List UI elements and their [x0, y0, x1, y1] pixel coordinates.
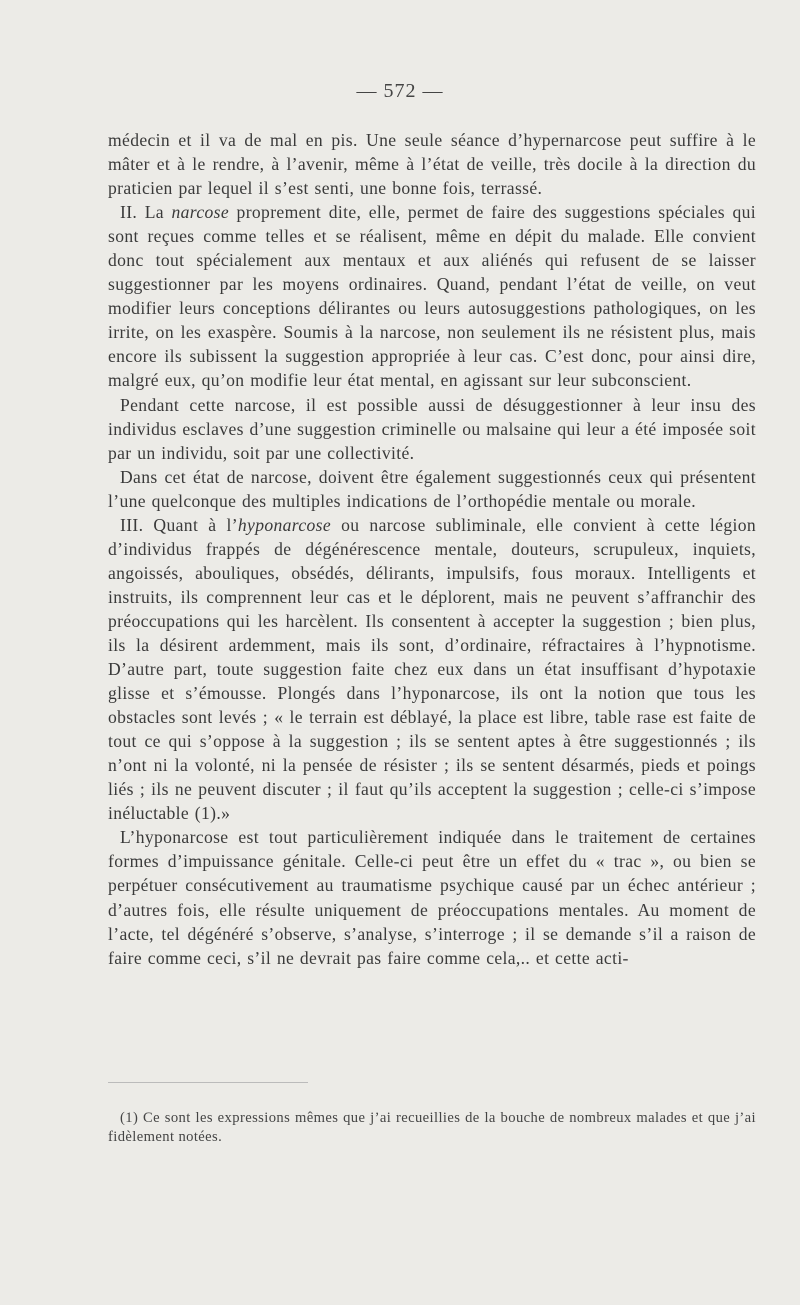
paragraph-4: Dans cet état de narcose, doivent être également suggestionnés ceux qui présentent l’une quelconque des multiples indications de l’orthopédie mentale ou morale. — [108, 466, 756, 511]
paragraph-5-prefix: III. Quant à l’ — [120, 514, 238, 535]
paragraph-2 — [108, 200, 756, 392]
paragraph-6: L’hyponarcose est tout particulièrement indiquée dans le traitement de certaines formes d’impuissance génitale. Celle-ci peut être un effet du « trac », ou bien se perpétuer consécutivement au traumatisme psychique causé par un échec antérieur ; d’autres fois, elle résulte uniquement de préoccupations mentales. Au moment de l’acte, tel dégénéré s’observe, s’analyse, s’interroge ; il se demande s’il a raison de faire comme ceci, s’il ne devrait pas faire comme cela,.. et cette acti- — [108, 827, 756, 968]
paragraph-5-term: hyponarcose — [237, 514, 332, 535]
paragraph-1: médecin et il va de mal en pis. Une seule séance d’hypernarcose peut suffire à le mâter et à le rendre, à l’avenir, même à l’état de veille, très docile à la direction du praticien par lequel il s’est senti, une bonne fois, terrassé. — [108, 130, 756, 199]
paragraph-2-text: proprement dite, elle, permet de faire des suggestions spéciales qui sont reçues comme telles et se réalisent, même en dépit du malade. Elle convient donc tout spécialement aux mentaux et aux aliénés qui refusent de se laisser suggestionner par les moyens ordinaires. Quand, pendant l’état de veille, on veut modifier leurs conceptions délirantes ou leurs autosuggestions pathologiques, on les irrite, on les exaspère. Soumis à la narcose, non seulement ils ne résistent plus, mais encore ils subissent la suggestion appropriée à leur cas. C’est donc, pour ainsi dire, malgré eux, qu’on modifie leur état mental, en agissant sur leur subconscient. — [108, 202, 756, 391]
footnote-divider — [108, 1082, 308, 1083]
paragraph-2-prefix: II. La — [120, 202, 172, 223]
body-text — [108, 128, 756, 970]
page-number: — 572 — — [356, 80, 444, 102]
paragraph-3: Pendant cette narcose, il est possible aussi de désuggestionner à leur insu des individus esclaves d’une suggestion criminelle ou malsaine qui leur a été imposée soit par un individu, soit par une collectivité. — [108, 394, 756, 463]
paragraph-2-term: narcose — [171, 202, 230, 223]
paragraph-5 — [108, 513, 756, 826]
footnote — [108, 1109, 756, 1147]
paragraph-5-text: ou narcose subliminale, elle convient à cette légion d’individus frappés de dégénérescence mentale, douteurs, scrupuleux, inquiets, angoissés, abouliques, obsédés, délirants, impulsifs, fous moraux. Intelligents et instruits, ils comprennent leur cas et le déplorent, mais ne peuvent s’affranchir des préoccupations qui les harcèlent. Ils consentent à accepter la suggestion ; bien plus, ils la désirent ardemment, mais ils sont, d’ordinaire, réfractaires à l’hypnotisme. D’autre part, toute suggestion faite chez eux dans un état insuffisant d’hypotaxie glisse et s’émousse. Plongés dans l’hyponarcose, ils ont la notion que tous les obstacles sont levés ; « le terrain est déblayé, la place est libre, table rase est faite de tout ce qui s’oppose à la suggestion ; ils se sentent aptes à être suggestionnés ; ils n’ont ni la volonté, ni la pensée de résister ; ils se sentent désarmés, pieds et poings liés ; ils ne peuvent discuter ; il faut qu’ils acceptent la suggestion ; celle-ci s’impose inéluctable (1).» — [108, 514, 756, 824]
footnote-text: (1) Ce sont les expressions mêmes que j’ai recueillies de la bouche de nombreux malades et que j’ai fidèlement notées. — [108, 1110, 756, 1145]
